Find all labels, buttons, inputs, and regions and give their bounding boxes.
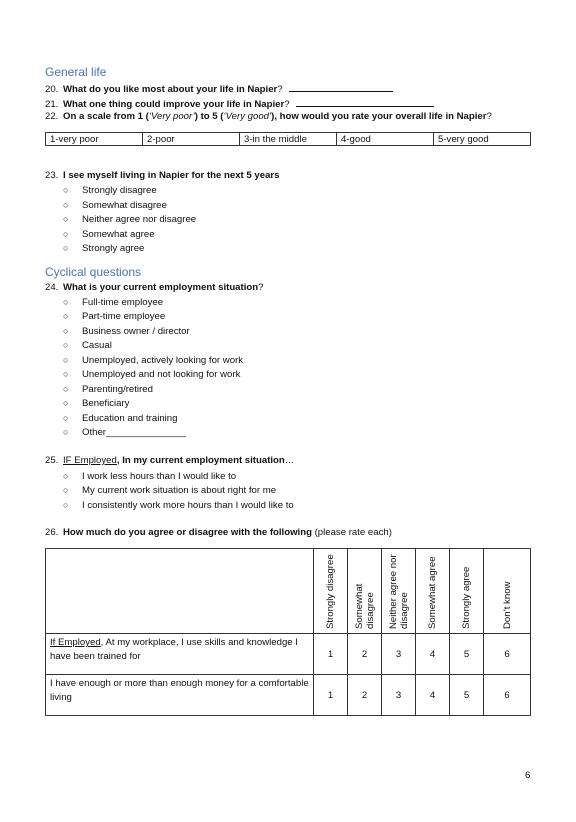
rating-cell[interactable]: 2	[348, 634, 382, 675]
radio-option[interactable]: ○ Strongly disagree	[63, 185, 157, 196]
question-20: 20. What do you like most about your life in Napier?	[45, 82, 393, 96]
page-number: 6	[525, 770, 531, 781]
section-heading-cyclical: Cyclical questions	[45, 265, 142, 279]
radio-circle-icon[interactable]: ○	[63, 369, 69, 379]
radio-option[interactable]: ○ Casual	[63, 340, 112, 351]
radio-option[interactable]: ○ Other_______________	[63, 427, 187, 438]
radio-circle-icon[interactable]: ○	[63, 413, 69, 423]
radio-option[interactable]: ○ Somewhat disagree	[63, 200, 167, 211]
rating-cell[interactable]: 6	[484, 675, 531, 716]
radio-circle-icon[interactable]: ○	[63, 311, 69, 321]
radio-option[interactable]: ○ Strongly agree	[63, 243, 145, 254]
question-22: 22. On a scale from 1 (‘Very poor’) to 5 (‘Very good’), how would you rate your overall life in Napier?	[45, 111, 492, 122]
question-21: 21. What one thing could improve your life in Napier?	[45, 97, 434, 111]
rating-cell[interactable]: 4	[416, 675, 450, 716]
rating-scale-table	[45, 132, 531, 146]
radio-option[interactable]: ○ I consistently work more hours than I would like to	[63, 500, 294, 511]
answer-blank-21[interactable]	[296, 97, 434, 107]
table-row	[46, 675, 531, 716]
question-24: 24. What is your current employment situation?	[45, 282, 264, 293]
radio-circle-icon[interactable]: ○	[63, 427, 69, 437]
rating-cell[interactable]: 3	[382, 634, 416, 675]
radio-option[interactable]: ○ Part-time employee	[63, 311, 166, 322]
rating-cell[interactable]: 5	[450, 675, 484, 716]
answer-blank-20[interactable]	[289, 82, 393, 92]
radio-option[interactable]: ○ Unemployed, actively looking for work	[63, 355, 244, 366]
radio-circle-icon[interactable]: ○	[63, 243, 69, 253]
radio-circle-icon[interactable]: ○	[63, 200, 69, 210]
rating-cell[interactable]: 1	[314, 634, 348, 675]
column-header: Somewhat agree	[416, 549, 450, 634]
radio-circle-icon[interactable]: ○	[63, 355, 69, 365]
row-label: I have enough or more than enough money for a comfortable living	[46, 675, 314, 716]
scale-option-3[interactable]: 3-in the middle	[240, 133, 337, 146]
radio-circle-icon[interactable]: ○	[63, 340, 69, 350]
column-header: Somewhat disagree	[348, 549, 382, 634]
radio-option[interactable]: ○ Parenting/retired	[63, 384, 153, 395]
rating-cell[interactable]: 4	[416, 634, 450, 675]
question-23: 23. I see myself living in Napier for the next 5 years	[45, 170, 280, 181]
radio-circle-icon[interactable]: ○	[63, 471, 69, 481]
column-header: Strongly disagree	[314, 549, 348, 634]
radio-circle-icon[interactable]: ○	[63, 398, 69, 408]
radio-option[interactable]: ○ Neither agree nor disagree	[63, 214, 197, 225]
column-header: Strongly agree	[450, 549, 484, 634]
scale-option-1[interactable]: 1-very poor	[46, 133, 143, 146]
rating-cell[interactable]: 3	[382, 675, 416, 716]
question-26: 26. How much do you agree or disagree with the following (please rate each)	[45, 527, 392, 538]
radio-circle-icon[interactable]: ○	[63, 384, 69, 394]
radio-circle-icon[interactable]: ○	[63, 185, 69, 195]
radio-option[interactable]: ○ Beneficiary	[63, 398, 130, 409]
matrix-corner-cell	[46, 549, 314, 634]
question-25: 25. IF Employed, In my current employment situation…	[45, 455, 295, 466]
table-row	[46, 634, 531, 675]
radio-option[interactable]: ○ Education and training	[63, 413, 178, 424]
radio-circle-icon[interactable]: ○	[63, 214, 69, 224]
rating-cell[interactable]: 1	[314, 675, 348, 716]
radio-option[interactable]: ○ Full-time employee	[63, 297, 164, 308]
radio-circle-icon[interactable]: ○	[63, 326, 69, 336]
column-header: Don’t know	[484, 549, 531, 634]
radio-option[interactable]: ○ My current work situation is about right for me	[63, 485, 277, 496]
rating-cell[interactable]: 2	[348, 675, 382, 716]
column-header: Neither agree nor disagree	[382, 549, 416, 634]
rating-cell[interactable]: 6	[484, 634, 531, 675]
radio-circle-icon[interactable]: ○	[63, 500, 69, 510]
radio-option[interactable]: ○ I work less hours than I would like to	[63, 471, 237, 482]
rating-cell[interactable]: 5	[450, 634, 484, 675]
scale-option-5[interactable]: 5-very good	[434, 133, 531, 146]
radio-circle-icon[interactable]: ○	[63, 297, 69, 307]
scale-option-2[interactable]: 2-poor	[143, 133, 240, 146]
radio-circle-icon[interactable]: ○	[63, 229, 69, 239]
radio-option[interactable]: ○ Somewhat agree	[63, 229, 155, 240]
scale-option-4[interactable]: 4-good	[337, 133, 434, 146]
agreement-matrix-table	[45, 548, 531, 716]
section-heading-general-life: General life	[45, 65, 107, 79]
radio-circle-icon[interactable]: ○	[63, 485, 69, 495]
radio-option[interactable]: ○ Unemployed and not looking for work	[63, 369, 241, 380]
row-label: If Employed, At my workplace, I use skills and knowledge I have been trained for	[46, 634, 314, 675]
radio-option[interactable]: ○ Business owner / director	[63, 326, 190, 337]
